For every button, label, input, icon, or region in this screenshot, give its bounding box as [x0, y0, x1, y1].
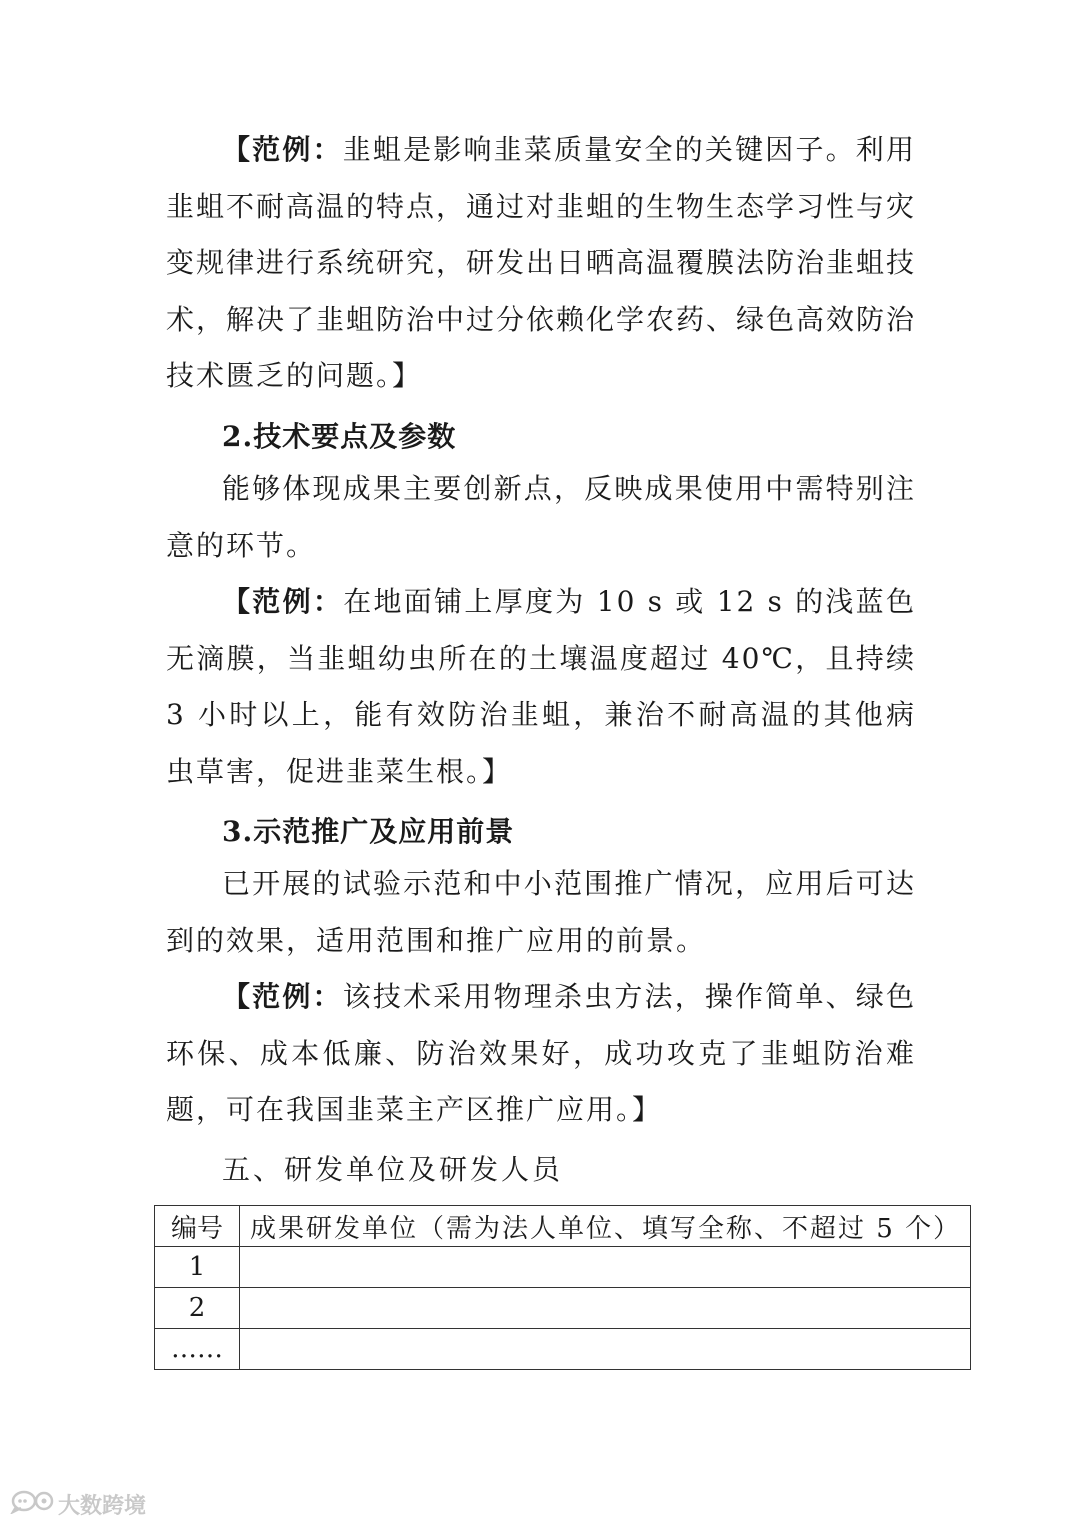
row-unit-cell[interactable]	[240, 1247, 971, 1288]
heading-rd-units: 五、研发单位及研发人员	[222, 1153, 564, 1186]
table-header-row	[155, 1206, 971, 1247]
watermark	[10, 1488, 146, 1520]
example-2-body: 在地面铺上厚度为 10 s 或 12 s 的浅蓝色无滴膜，当韭蛆幼虫所在的土壤温度超过 40℃，且持续 3 小时以上，能有效防治韭蛆，兼治不耐高温的其他病虫草害，促进韭菜生根。】	[166, 585, 916, 788]
example-2-lead: 【范例：	[222, 585, 344, 618]
row-unit-cell[interactable]	[240, 1288, 971, 1329]
example-1-paragraph	[166, 122, 916, 405]
heading-demo-promotion: 3.示范推广及应用前景	[222, 815, 515, 848]
chat-bubble-logo-icon	[10, 1488, 54, 1520]
row-number: ……	[155, 1329, 240, 1370]
row-number: 2	[155, 1288, 240, 1329]
example-1-body: 韭蛆是影响韭菜质量安全的关键因子。利用韭蛆不耐高温的特点，通过对韭蛆的生物生态学习性与灾变规律进行系统研究，研发出日晒高温覆膜法防治韭蛆技术，解决了韭蛆防治中过分依赖化学农药、绿色高效防治技术匮乏的问题。】	[166, 133, 917, 392]
header-unit: 成果研发单位（需为法人单位、填写全称、不超过 5 个）	[240, 1206, 971, 1247]
tech-points-description: 能够体现成果主要创新点，反映成果使用中需特别注意的环节。	[166, 472, 916, 562]
header-number: 编号	[155, 1206, 240, 1247]
example-2-paragraph	[166, 574, 916, 800]
row-unit-cell[interactable]	[240, 1329, 971, 1370]
watermark-text: 大数跨境	[58, 1493, 147, 1519]
example-1-lead: 【范例：	[222, 133, 343, 166]
table-row	[155, 1247, 971, 1288]
row-number: 1	[155, 1247, 240, 1288]
table-row	[155, 1329, 971, 1370]
heading-tech-points: 2.技术要点及参数	[222, 420, 457, 453]
rd-units-table	[154, 1205, 971, 1370]
example-3-body: 该技术采用物理杀虫方法，操作简单、绿色环保、成本低廉、防治效果好，成功攻克了韭蛆防治难题，可在我国韭菜主产区推广应用。】	[166, 980, 916, 1126]
demo-promotion-description: 已开展的试验示范和中小范围推广情况，应用后可达到的效果，适用范围和推广应用的前景。	[166, 867, 916, 957]
example-3-paragraph	[166, 969, 916, 1139]
example-3-lead: 【范例：	[222, 980, 343, 1013]
table-row	[155, 1288, 971, 1329]
